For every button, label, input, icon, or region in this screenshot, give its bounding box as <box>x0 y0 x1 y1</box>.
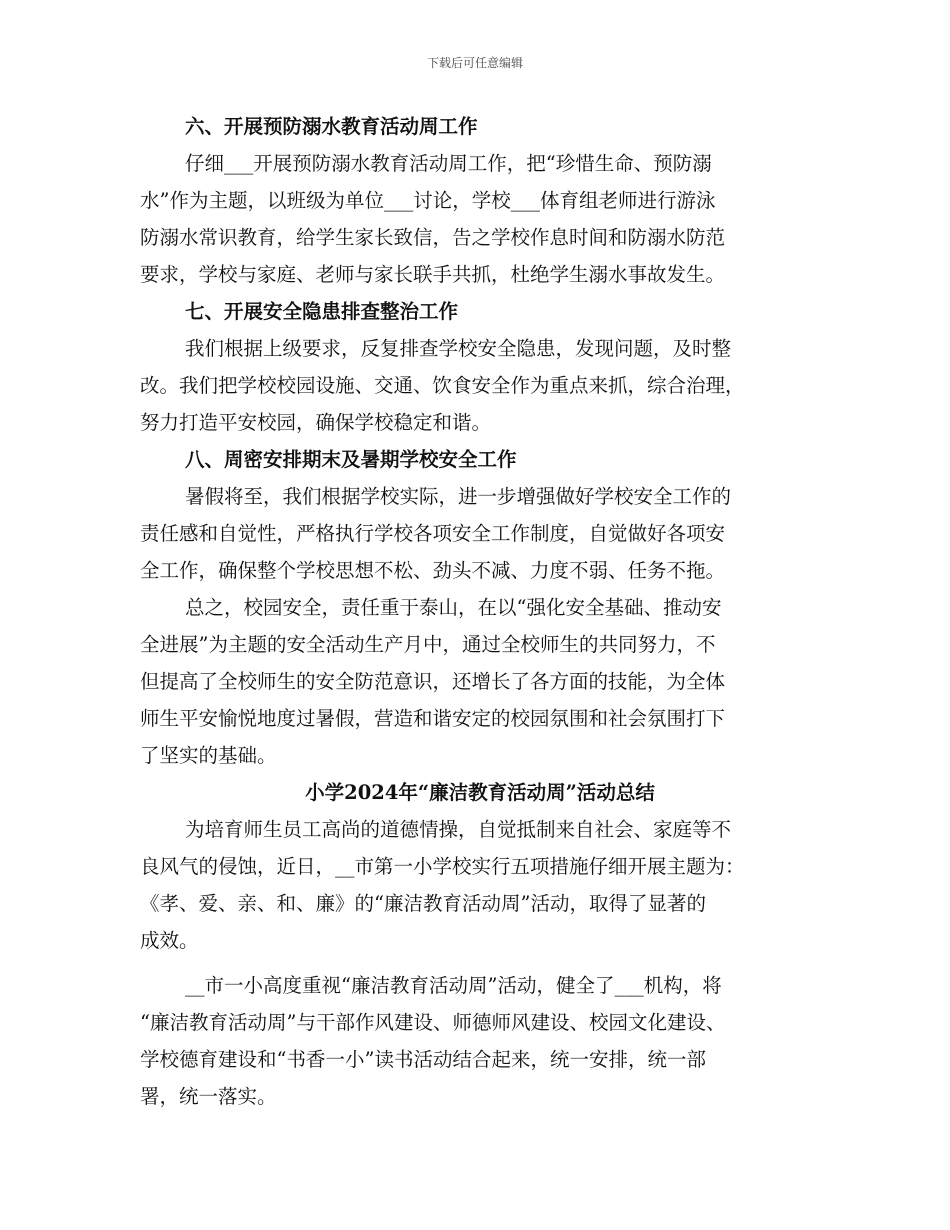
summary-line: 全进展”为主题的安全活动生产月中，通过全校师生的共同努力，不 <box>140 633 716 656</box>
article-2-title: 小学2024年“廉洁教育活动周”活动总结 <box>305 781 655 804</box>
section-6-line: 防溺水常识教育，给学生家长致信，告之学校作息时间和防溺水防范 <box>140 226 726 249</box>
section-8-line: 暑假将至，我们根据学校实际，进一步增强做好学校安全工作的 <box>185 485 732 508</box>
summary-line: 了坚实的基础。 <box>140 744 277 767</box>
section-7-heading: 七、开展安全隐患排查整治工作 <box>185 300 459 323</box>
section-8-line: 全工作，确保整个学校思想不松、劲头不减、力度不弱、任务不拖。 <box>140 559 726 582</box>
document-body <box>140 108 820 1115</box>
section-7-line: 改。我们把学校校园设施、交通、饮食安全作为重点来抓，综合治理， <box>140 374 745 397</box>
section-7-line: 努力打造平安校园，确保学校稳定和谐。 <box>140 411 492 434</box>
article-2-para-2-line: __市一小高度重视“廉洁教育活动周”活动，健全了___机构，将 <box>185 974 722 997</box>
article-2-para-1-line: 良风气的侵蚀，近日，__市第一小学校实行五项措施仔细开展主题为： <box>140 855 745 878</box>
section-8-line: 责任感和自觉性，严格执行学校各项安全工作制度，自觉做好各项安 <box>140 522 726 545</box>
article-2-para-2-line: 学校德育建设和“书香一小”读书活动结合起来，统一安排，统一部 <box>140 1048 706 1071</box>
summary-line: 总之，校园安全，责任重于泰山，在以“强化安全基础、推动安 <box>185 596 722 619</box>
section-8-heading: 八、周密安排期末及暑期学校安全工作 <box>185 448 517 471</box>
section-6-line: 水”作为主题，以班级为单位___讨论，学校___体育组老师进行游泳 <box>140 189 716 212</box>
article-2-para-1-line: 《孝、爱、亲、和、廉》的“廉洁教育活动周”活动，取得了显著的 <box>140 892 706 915</box>
section-6-line: 仔细___开展预防溺水教育活动周工作，把“珍惜生命、预防溺 <box>185 152 712 175</box>
paragraph-gap <box>140 959 820 967</box>
summary-line: 但提高了全校师生的安全防范意识，还增长了各方面的技能，为全体 <box>140 670 726 693</box>
section-6-heading: 六、开展预防溺水教育活动周工作 <box>185 115 478 138</box>
article-2-para-2-line: 署，统一落实。 <box>140 1085 277 1108</box>
article-2-para-2-line: “廉洁教育活动周”与干部作风建设、师德师风建设、校园文化建设、 <box>140 1011 726 1034</box>
page-header-note: 下载后可任意编辑 <box>426 56 523 70</box>
summary-line: 师生平安愉悦地度过暑假，营造和谐安定的校园氛围和社会氛围打下 <box>140 707 726 730</box>
article-2-para-1-line: 成效。 <box>140 929 199 952</box>
section-7-line: 我们根据上级要求，反复排查学校安全隐患，发现问题，及时整 <box>185 337 732 360</box>
section-6-line: 要求，学校与家庭、老师与家长联手共抓，杜绝学生溺水事故发生。 <box>140 263 726 286</box>
article-2-para-1-line: 为培育师生员工高尚的道德情操，自觉抵制来自社会、家庭等不 <box>185 818 732 841</box>
